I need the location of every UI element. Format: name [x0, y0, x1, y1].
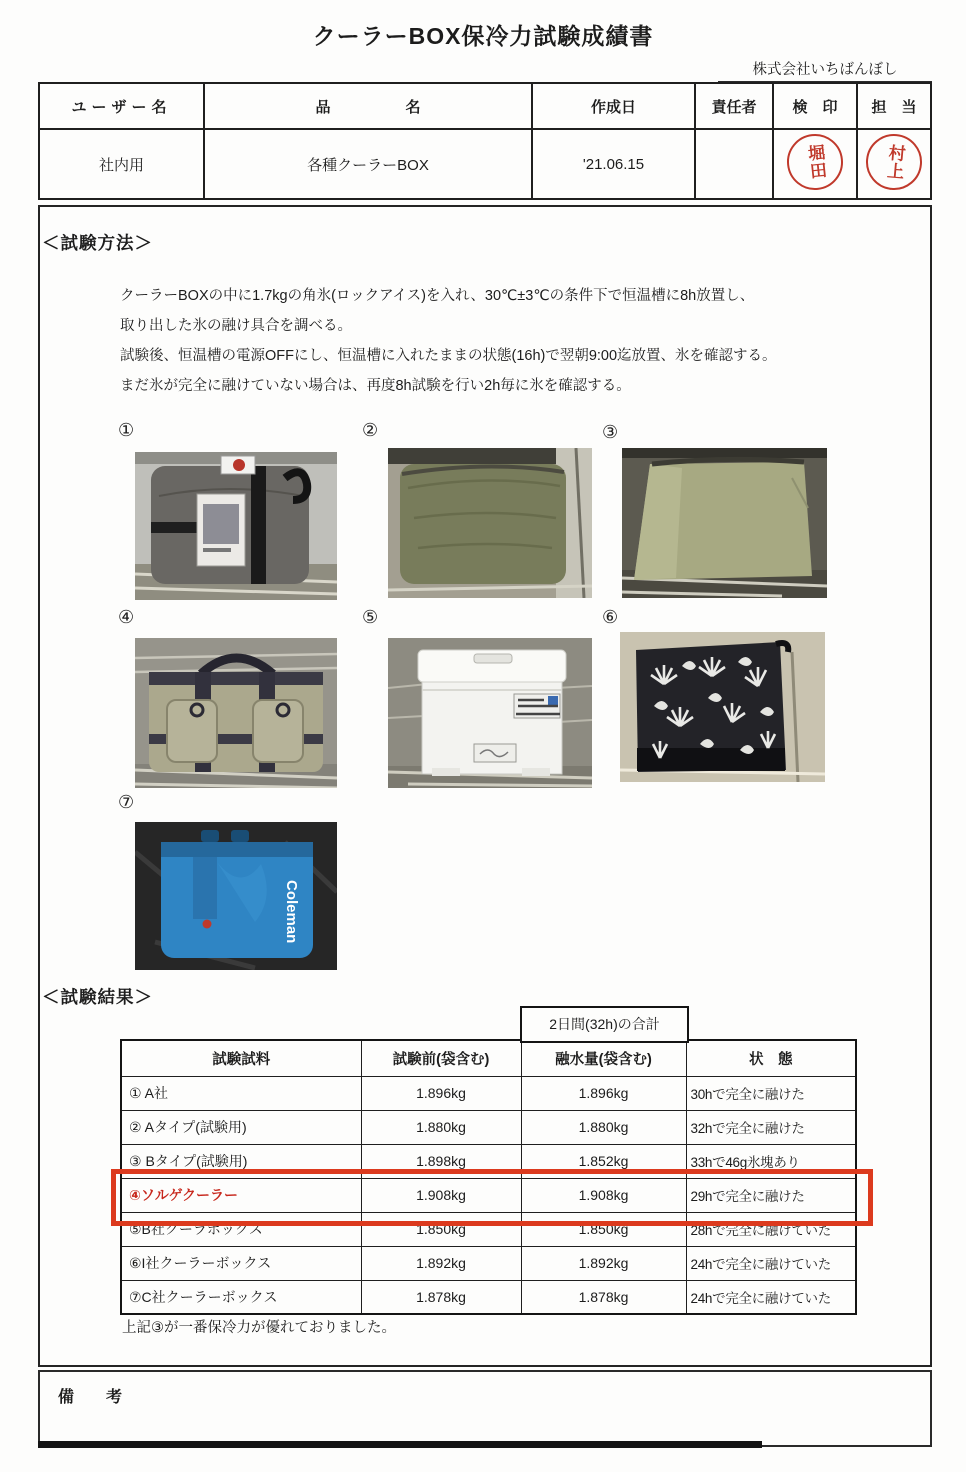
status-cell: 29hで完全に融けた — [686, 1178, 856, 1212]
staff-stamp-cell — [857, 129, 931, 199]
sample-cell: ⑤B社クーラボックス — [121, 1212, 361, 1246]
header-col-manager: 責任者 — [695, 83, 773, 129]
table-row — [121, 1076, 856, 1110]
results-col-status: 状 態 — [686, 1040, 856, 1076]
photo-5 — [388, 638, 592, 788]
coleman-logo-text: Coleman — [283, 880, 300, 944]
photo-1 — [135, 452, 337, 600]
cooler-photo-1-image — [135, 452, 337, 600]
results-col-sample: 試験試料 — [121, 1040, 361, 1076]
before-cell: 1.878kg — [361, 1280, 521, 1314]
cooler-photo-3-image — [622, 448, 827, 598]
status-cell: 33hで46g氷塊あり — [686, 1144, 856, 1178]
photo-5-label: ⑤ — [362, 607, 379, 627]
photo-4 — [135, 638, 337, 788]
results-note: 上記③が一番保冷力が優れておりました。 — [122, 1320, 396, 1336]
status-cell: 32hで完全に融けた — [686, 1110, 856, 1144]
photo-3-label: ③ — [602, 422, 619, 442]
status-cell: 28hで完全に融けていた — [686, 1212, 856, 1246]
sample-cell: ① A社 — [121, 1076, 361, 1110]
before-cell: 1.850kg — [361, 1212, 521, 1246]
header-col-staff: 担 当 — [857, 83, 931, 129]
melt-cell: 1.852kg — [521, 1144, 686, 1178]
row4-highlight-frame — [111, 1169, 873, 1226]
before-cell: 1.880kg — [361, 1110, 521, 1144]
status-cell: 24hで完全に融けていた — [686, 1246, 856, 1280]
table-row — [121, 1246, 856, 1280]
lid-handle — [474, 654, 512, 663]
before-cell: 1.908kg — [361, 1178, 521, 1212]
method-line: 試験後、恒温槽の電源OFFにし、恒温槽に入れたままの状態(16h)で翌朝9:00迄放置、氷を確認する。 — [120, 348, 777, 364]
photo-7 — [135, 822, 337, 970]
sample-cell: ④ソルゲクーラー — [121, 1178, 361, 1212]
inspection-hanko-stamp: 堀田 — [784, 131, 846, 193]
method-line: クーラーBOXの中に1.7kgの角氷(ロックアイス)を入れ、30℃±3℃の条件下で恒温槽に8h放置し、 — [120, 288, 755, 304]
method-line: 取り出した氷の融け具合を調べる。 — [120, 318, 352, 334]
melt-cell: 1.892kg — [521, 1246, 686, 1280]
bag-shape — [400, 464, 566, 584]
melt-cell: 1.896kg — [521, 1076, 686, 1110]
melt-cell: 1.850kg — [521, 1212, 686, 1246]
bottom-scan-bar — [38, 1441, 762, 1448]
before-cell: 1.896kg — [361, 1076, 521, 1110]
results-heading: ＜試験結果＞ — [42, 987, 153, 1007]
results-span-header: 2日間(32h)の合計 — [520, 1006, 689, 1043]
before-cell: 1.898kg — [361, 1144, 521, 1178]
staff-hanko-stamp: 村上 — [864, 132, 925, 193]
remarks-label: 備 考 — [58, 1389, 131, 1406]
remarks-box — [38, 1370, 932, 1447]
method-line: まだ氷が完全に融けていない場合は、再度8h試験を行い2h毎に氷を確認する。 — [120, 378, 631, 394]
strap — [193, 857, 217, 919]
table-row — [121, 1110, 856, 1144]
sample-cell: ② Aタイプ(試験用) — [121, 1110, 361, 1144]
company-name: 株式会社いちばんぼし — [718, 58, 932, 82]
results-col-before: 試験前(袋含む) — [361, 1040, 521, 1076]
photo-1-label: ① — [118, 420, 135, 440]
page-title: クーラーBOX保冷力試験成績書 — [312, 23, 654, 49]
product-value: 各種クーラーBOX — [204, 129, 532, 199]
header-col-product: 品 名 — [204, 83, 532, 129]
photo-6 — [620, 632, 825, 782]
cooler-photo-5-image — [388, 638, 592, 788]
sample-cell: ⑦C社クーラーボックス — [121, 1280, 361, 1314]
photo-2 — [388, 448, 592, 598]
manager-value — [695, 129, 773, 199]
cooler-photo-2-image — [388, 448, 592, 598]
sample-cell: ③ Bタイプ(試験用) — [121, 1144, 361, 1178]
method-text — [120, 281, 910, 401]
photo-7-label: ⑦ — [118, 792, 135, 812]
date-value: '21.06.15 — [532, 129, 695, 199]
status-cell: 24hで完全に融けていた — [686, 1280, 856, 1314]
sample-cell: ⑥I社クーラーボックス — [121, 1246, 361, 1280]
table-row — [121, 1280, 856, 1314]
status-cell: 30hで完全に融けた — [686, 1076, 856, 1110]
cooler-photo-4-image — [135, 638, 337, 788]
inspection-stamp-cell — [773, 129, 857, 199]
method-heading: ＜試験方法＞ — [42, 233, 153, 253]
melt-cell: 1.908kg — [521, 1178, 686, 1212]
header-col-inspection: 検 印 — [773, 83, 857, 129]
cooler-photo-6-image — [620, 632, 825, 782]
photo-3 — [622, 448, 827, 598]
header-col-date: 作成日 — [532, 83, 695, 129]
melt-cell: 1.880kg — [521, 1110, 686, 1144]
photo-2-label: ② — [362, 420, 379, 440]
before-cell: 1.892kg — [361, 1246, 521, 1280]
header-table — [38, 82, 932, 200]
user-value: 社内用 — [39, 129, 204, 199]
results-col-melt: 融水量(袋含む) — [521, 1040, 686, 1076]
photo-4-label: ④ — [118, 607, 135, 627]
melt-cell: 1.878kg — [521, 1280, 686, 1314]
cooler-photo-7-image — [135, 822, 337, 970]
photo-6-label: ⑥ — [602, 607, 619, 627]
header-col-user: ユーザー名 — [39, 83, 204, 129]
